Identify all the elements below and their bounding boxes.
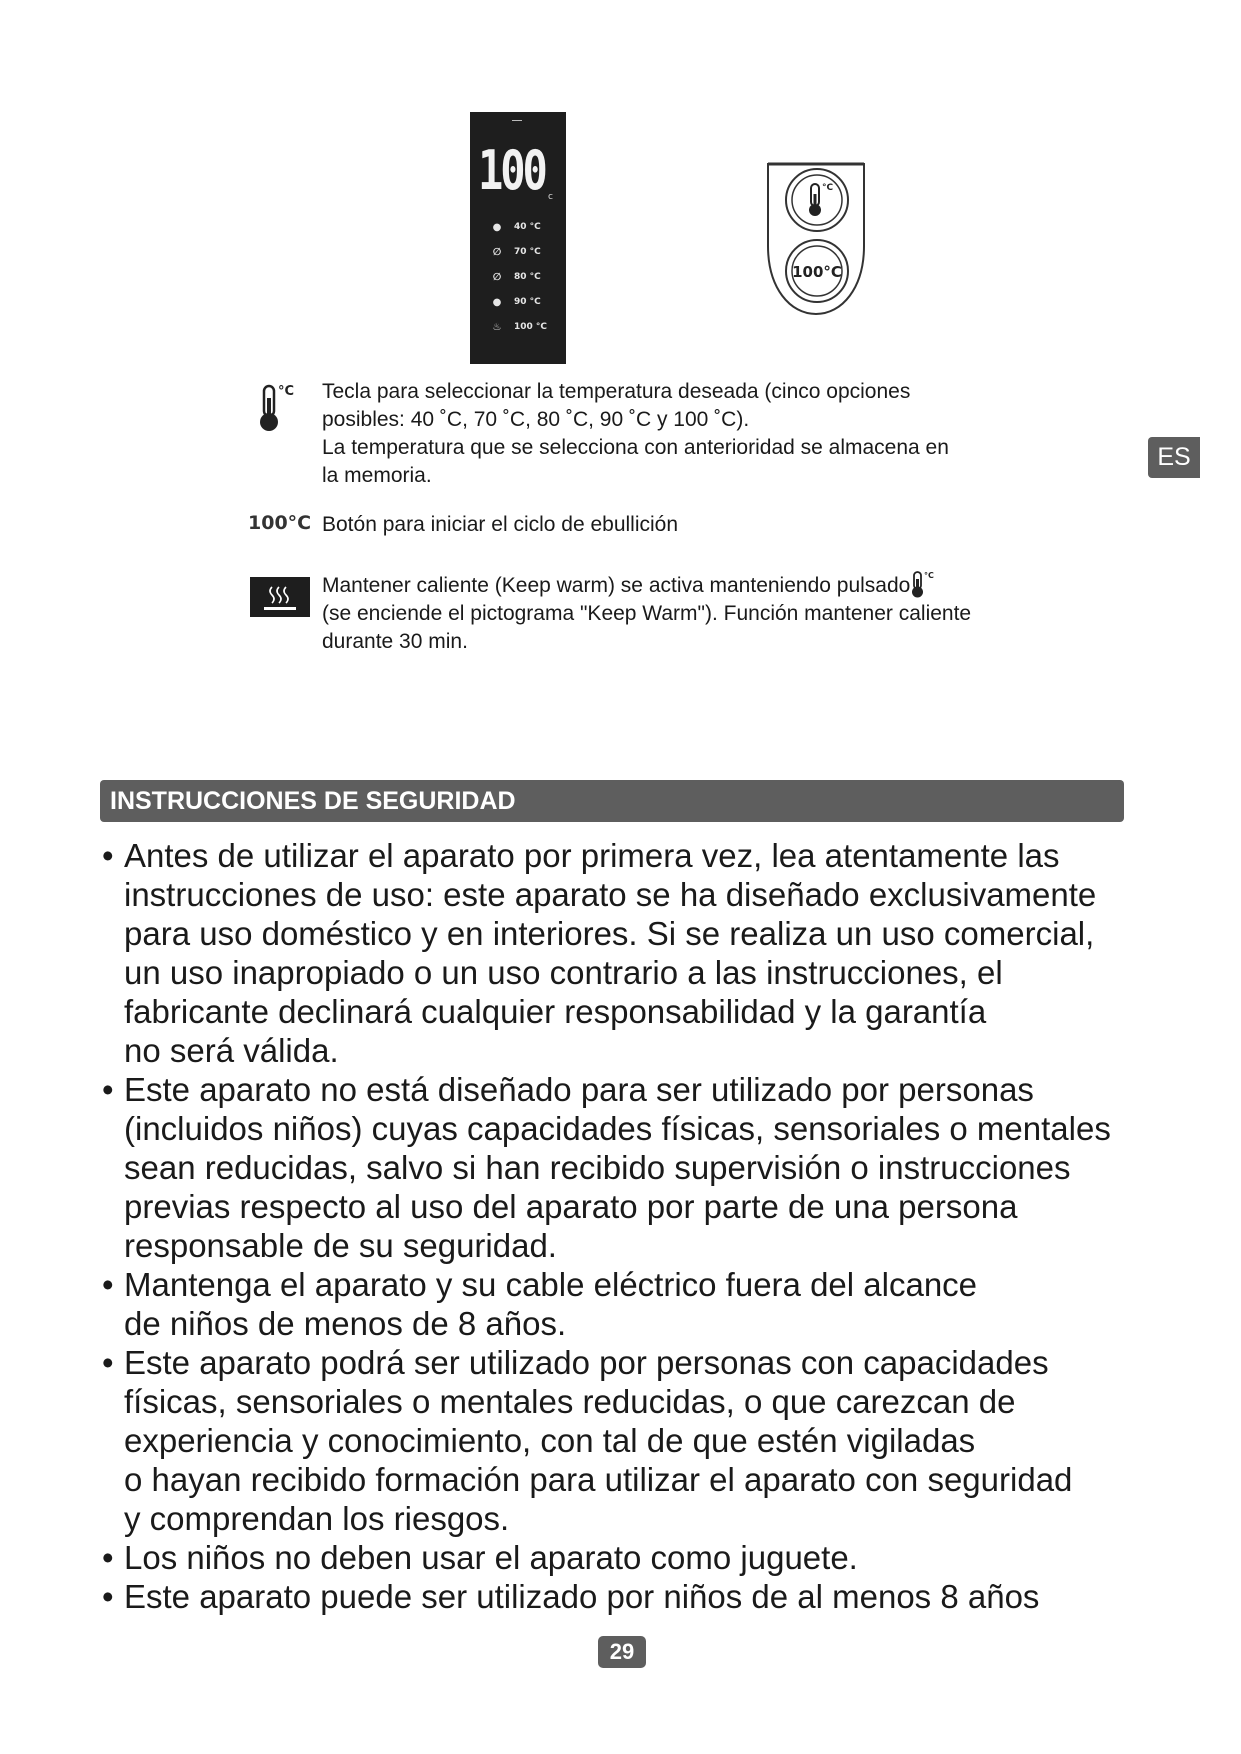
- preset-label: 80 °C: [514, 272, 541, 282]
- text-line: (incluidos niños) cuyas capacidades físicas, sensoriales o mentales: [124, 1110, 1111, 1147]
- list-item: [102, 1265, 1132, 1343]
- bullet-icon: •: [102, 1344, 114, 1381]
- text-line: Este aparato puede ser utilizado por niños de al menos 8 años: [124, 1578, 1040, 1615]
- text-line: físicas, sensoriales o mentales reducidas, o que carezcan de: [124, 1383, 1016, 1420]
- thermo-key-description: [322, 378, 1042, 490]
- list-item: [102, 1538, 1132, 1577]
- bullet-icon: •: [102, 837, 114, 874]
- bullet-icon: •: [102, 1539, 114, 1576]
- text-line: posibles: 40 ˚C, 70 ˚C, 80 ˚C, 90 ˚C y 100 ˚C).: [322, 408, 750, 431]
- text-line: un uso inapropiado o un uso contrario a las instrucciones, el: [124, 954, 1003, 991]
- text-line: y comprendan los riesgos.: [124, 1500, 510, 1537]
- preset-row: [490, 218, 541, 236]
- bullet-icon: •: [102, 1578, 114, 1615]
- preset-label: 70 °C: [514, 247, 541, 257]
- safety-instructions-list: [102, 836, 1132, 1616]
- preset-label: 100 °C: [514, 322, 548, 332]
- list-item: [102, 1577, 1132, 1616]
- preset-label: 40 °C: [514, 222, 541, 232]
- text-line: fabricante declinará cualquier responsabilidad y la garantía: [124, 993, 987, 1030]
- keep-warm-description: [322, 570, 1082, 656]
- thermo-unit-label: °C: [924, 571, 935, 580]
- text-line: experiencia y conocimiento, con tal de que estén vigiladas: [124, 1422, 976, 1459]
- coffee-icon: ♨: [492, 321, 502, 333]
- boil-key-description: Botón para iniciar el ciclo de ebullición: [322, 513, 679, 536]
- list-item: [102, 836, 1132, 1070]
- text-line: (se enciende el pictograma "Keep Warm"). Función mantener caliente: [322, 602, 972, 625]
- preset-label: 90 °C: [514, 297, 541, 307]
- preset-row: [490, 243, 541, 261]
- list-item: [102, 1070, 1132, 1265]
- display-unit: c: [548, 192, 553, 202]
- section-title: INSTRUCCIONES DE SEGURIDAD: [110, 787, 516, 815]
- thermo-unit-label: °C: [822, 183, 834, 193]
- text-line: de niños de menos de 8 años.: [124, 1305, 567, 1342]
- language-tab: ES: [1148, 437, 1200, 478]
- text-line: sean reducidas, salvo si han recibido supervisión o instrucciones: [124, 1149, 1071, 1186]
- text-line: Este aparato podrá ser utilizado por personas con capacidades: [124, 1344, 1049, 1381]
- boil-button-label: 100°C: [792, 263, 842, 281]
- control-unit-illustration: [764, 158, 868, 316]
- text-line: Tecla para seleccionar la temperatura deseada (cinco opciones: [322, 380, 911, 403]
- section-header: [100, 780, 1124, 822]
- boil-button: [786, 240, 848, 302]
- thermometer-icon: [910, 570, 940, 598]
- panel-top-mark: [512, 120, 522, 125]
- text-line: La temperatura que se selecciona con anterioridad se almacena en: [322, 436, 949, 459]
- bullet-icon: •: [102, 1266, 114, 1303]
- leaf-icon: ∅: [492, 246, 502, 258]
- text-line: para uso doméstico y en interiores. Si se realiza un uso comercial,: [124, 915, 1095, 952]
- text-line: responsable de su seguridad.: [124, 1227, 557, 1264]
- list-item: [102, 1343, 1132, 1538]
- text-line: no será válida.: [124, 1032, 339, 1069]
- preset-row: [490, 268, 541, 286]
- page-number: 29: [598, 1636, 646, 1668]
- leaf-icon: ∅: [492, 271, 502, 283]
- preset-row: [490, 293, 541, 311]
- text-line: previas respecto al uso del aparato por parte de una persona: [124, 1188, 1018, 1225]
- text-line: o hayan recibido formación para utilizar el aparato con seguridad: [124, 1461, 1073, 1498]
- thermo-unit-label: °C: [278, 384, 295, 399]
- thermometer-icon: [258, 384, 298, 434]
- thermometer-icon: [809, 184, 821, 216]
- display-panel-illustration: [470, 112, 566, 364]
- boil-key-label: 100°C: [248, 512, 312, 534]
- text-line: durante 30 min.: [322, 630, 468, 653]
- drop-icon: ●: [492, 221, 502, 233]
- keep-warm-icon: [250, 577, 310, 617]
- text-line: Mantenga el aparato y su cable eléctrico fuera del alcance: [124, 1266, 978, 1303]
- text-line: Este aparato no está diseñado para ser utilizado por personas: [124, 1071, 1034, 1108]
- text-line: Los niños no deben usar el aparato como juguete.: [124, 1539, 858, 1576]
- text-line: Antes de utilizar el aparato por primera vez, lea atentamente las: [124, 837, 1060, 874]
- display-digits: 100: [478, 139, 545, 202]
- text-line: instrucciones de uso: este aparato se ha diseñado exclusivamente: [124, 876, 1097, 913]
- thermo-button: [786, 169, 848, 231]
- text-line: la memoria.: [322, 464, 432, 487]
- bullet-icon: •: [102, 1071, 114, 1108]
- preset-row: [490, 318, 547, 336]
- leaf-filled-icon: ●: [492, 296, 502, 308]
- text-line: Mantener caliente (Keep warm) se activa manteniendo pulsado: [322, 574, 911, 597]
